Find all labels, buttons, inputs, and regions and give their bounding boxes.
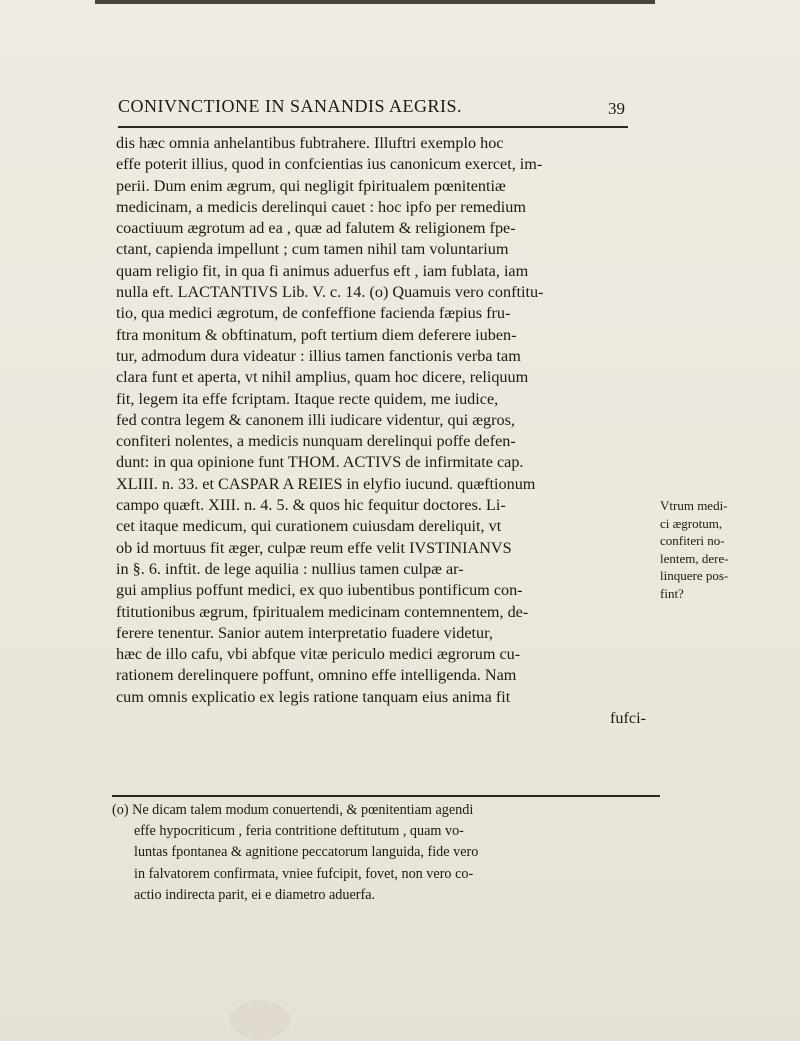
text-line: fit, legem ita effe fcriptam. Itaque recte quidem, me iudice,: [116, 389, 499, 408]
text-line: ferere tenentur. Sanior autem interpretatio fuadere videtur,: [116, 623, 493, 642]
text-line: fed contra legem & canonem illi iudicare videntur, qui ægros,: [116, 410, 515, 429]
text-line: cum omnis explicatio ex legis ratione tanquam eius anima fit: [116, 687, 511, 706]
text-line: confiteri nolentes, a medicis nunquam derelinqui poffe defen-: [116, 432, 516, 451]
marginal-note: [660, 497, 780, 602]
marginal-line: confiteri no-: [660, 533, 725, 548]
text-line: dunt: in qua opinione funt THOM. ACTIVS de infirmitate cap.: [116, 453, 524, 472]
main-text: [116, 133, 656, 729]
text-line: hæc de illo cafu, vbi abfque vitæ periculo medici ægrorum cu-: [116, 645, 521, 664]
text-line: nulla eft. LACTANTIVS Lib. V. c. 14. (o) Quamuis vero conftitu-: [116, 283, 544, 302]
marginal-line: Vtrum medi-: [660, 498, 728, 513]
footnote: [112, 800, 657, 906]
text-line: dis hæc omnia anhelantibus fubtrahere. Illuftri exemplo hoc: [116, 134, 504, 152]
text-line: perii. Dum enim ægrum, qui negligit fpiritualem pœnitentiæ: [116, 176, 506, 195]
header-rule: [118, 126, 628, 128]
text-line: ob id mortuus fit æger, culpæ reum effe velit IVSTINIANVS: [116, 538, 512, 557]
text-line: medicinam, a medicis derelinqui cauet : hoc ipfo per remedium: [116, 197, 526, 216]
footnote-line: in falvatorem confirmata, vniee fufcipit, fovet, non vero co-: [134, 865, 474, 882]
marginal-line: ci ægrotum,: [660, 515, 723, 531]
text-line: ftra monitum & obftinatum, poft tertium diem deferere iuben-: [116, 325, 517, 344]
text-line: campo quæft. XIII. n. 4. 5. & quos hic fequitur doctores. Li-: [116, 496, 506, 515]
text-line: ctant, capienda impellunt ; cum tamen nihil tam voluntarium: [116, 240, 509, 259]
text-line: gui amplius poffunt medici, ex quo iubentibus pontificum con-: [116, 581, 523, 600]
text-line: rationem derelinquere poffunt, omnino effe intelligenda. Nam: [116, 666, 517, 685]
footnote-line: luntas fpontanea & agnitione peccatorum languida, fide vero: [134, 844, 479, 861]
footnote-line: (o) Ne dicam talem modum conuertendi, & pœnitentiam agendi: [112, 802, 474, 818]
footnote-line: effe hypocriticum , feria contritione deftitutum , quam vo-: [134, 823, 464, 840]
text-line: tur, admodum dura videatur : illius tamen fanctionis verba tam: [116, 346, 521, 365]
text-line: clara funt et aperta, vt nihil amplius, quam hoc dicere, reliquum: [116, 368, 529, 387]
marginal-line: fint?: [660, 585, 684, 601]
text-line: cet itaque medicum, qui curationem cuiusdam dereliquit, vt: [116, 517, 502, 536]
paper-stain: [230, 1000, 290, 1040]
running-header: CONIVNCTIONE IN SANANDIS AEGRIS.: [118, 96, 462, 116]
text-line: quam religio fit, in qua fi animus aduerfus eft , iam fublata, iam: [116, 261, 529, 280]
footnote-line: actio indirecta parit, ei e diametro aduerfa.: [134, 886, 376, 903]
text-line: ftitutionibus ægrum, fpiritualem medicinam contemnentem, de-: [116, 602, 529, 621]
text-line: XLIII. n. 33. et CASPAR A REIES in elyfio iucund. quæftionum: [116, 474, 536, 493]
text-line: effe poterit illius, quod in confcientias ius canonicum exercet, im-: [116, 155, 543, 174]
marginal-line: linquere pos-: [660, 568, 729, 583]
page-number: 39: [608, 99, 625, 118]
text-line: in §. 6. inftit. de lege aquilia : nullius tamen culpæ ar-: [116, 559, 464, 578]
top-edge-rule: [95, 0, 655, 4]
catchword: fufci-: [610, 709, 646, 728]
footnote-rule: [112, 795, 660, 797]
marginal-line: lentem, dere-: [660, 550, 729, 566]
text-line: tio, qua medici ægrotum, de confeffione facienda fæpius fru-: [116, 304, 511, 323]
text-line: coactiuum ægrotum ad ea , quæ ad falutem & religionem fpe-: [116, 219, 516, 238]
